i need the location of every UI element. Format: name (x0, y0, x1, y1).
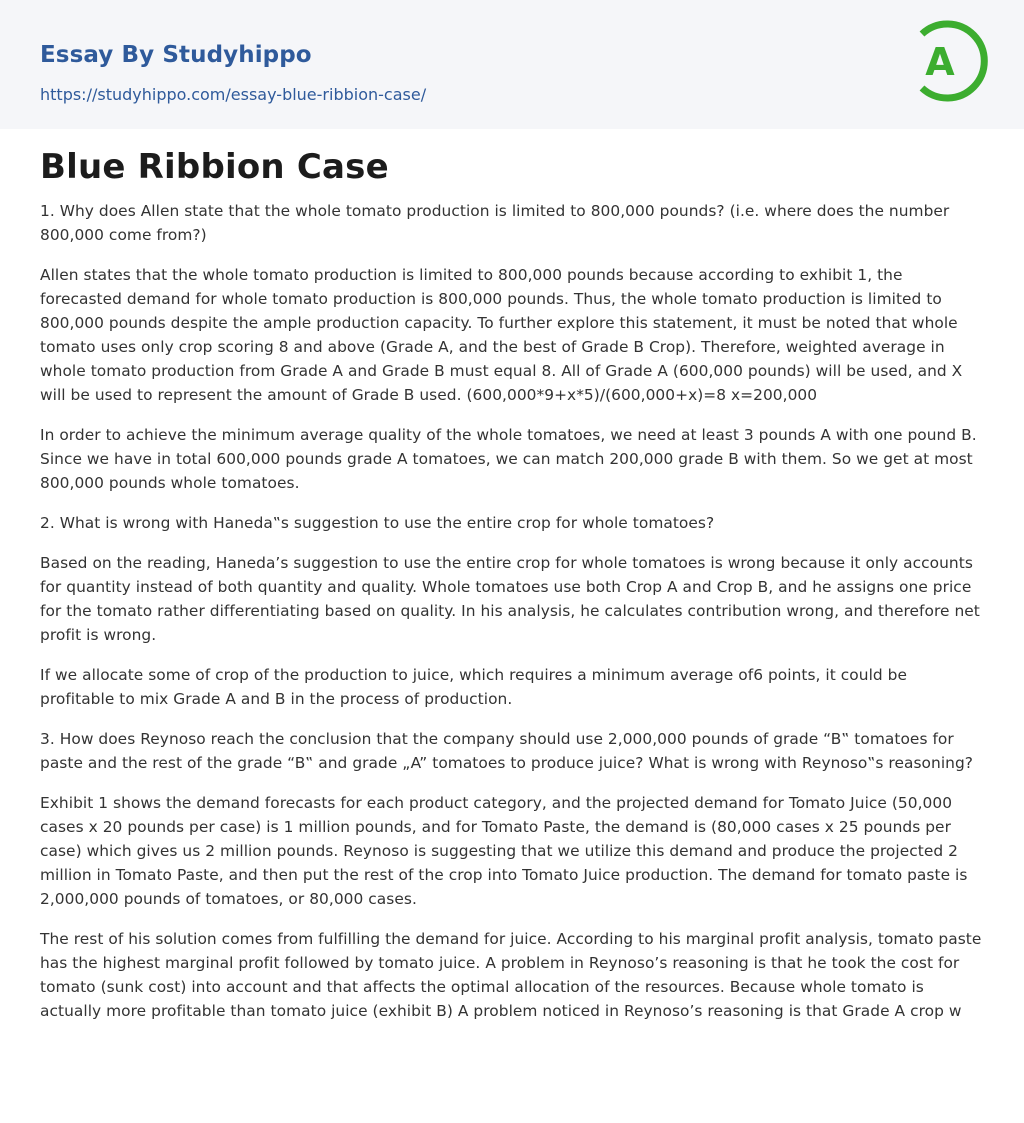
article (0, 129, 1024, 1023)
question-1: 1. Why does Allen state that the whole tomato production is limited to 800,000 pounds? (i.e. where does the number 800,000 come from?) (40, 202, 950, 244)
brand-title[interactable]: Essay By Studyhippo (40, 42, 312, 68)
answer-3-paragraph-2: The rest of his solution comes from fulfilling the demand for juice. According to his marginal profit analysis, tomato paste has the highest marginal profit followed by tomato juice. A problem in Reynoso’s reasoning is that he took the cost for tomato (sunk cost) into account and that affects the optimal allocation of the resources. Because whole tomato is actually more profitable than tomato juice (exhibit B) A problem noticed in Reynoso’s reasoning is that Grade A crop w (40, 930, 982, 1020)
answer-3-paragraph-1: Exhibit 1 shows the demand forecasts for each product category, and the projected demand for Tomato Juice (50,000 cases x 20 pounds per case) is 1 million pounds, and for Tomato Paste, the demand is (80,000 cases x 25 pounds per case) which gives us 2 million pounds. Reynoso is suggesting that we utilize this demand and produce the projected 2 million in Tomato Paste, and then put the rest of the crop into Tomato Juice production. The demand for tomato paste is 2,000,000 pounds of tomatoes, or 80,000 cases. (40, 794, 968, 908)
question-2: 2. What is wrong with Haneda‟s suggestion to use the entire crop for whole tomatoes? (40, 514, 715, 532)
question-3: 3. How does Reynoso reach the conclusion that the company should use 2,000,000 pounds of grade “B‟ tomatoes for paste and the rest of the grade “B‟ and grade „A” tomatoes to produce juice? What is wrong with Reynoso‟s reasoning? (40, 730, 973, 772)
essay-url-link[interactable]: https://studyhippo.com/essay-blue-ribbion-case/ (40, 85, 427, 104)
answer-2-paragraph-1: Based on the reading, Haneda’s suggestion to use the entire crop for whole tomatoes is wrong because it only accounts for quantity instead of both quantity and quality. Whole tomatoes use both Crop A and Crop B, and he assigns one price for the tomato rather differentiating based on quality. In his analysis, he calculates contribution wrong, and therefore net profit is wrong. (40, 554, 980, 644)
studyhippo-logo-icon[interactable] (910, 18, 988, 106)
answer-1-paragraph-1: Allen states that the whole tomato production is limited to 800,000 pounds because according to exhibit 1, the forecasted demand for whole tomato production is 800,000 pounds. Thus, the whole tomato production is limited to 800,000 pounds despite the ample production capacity. To further explore this statement, it must be noted that whole tomato uses only crop scoring 8 and above (Grade A, and the best of Grade B Crop). Therefore, weighted average in whole tomato production from Grade A and Grade B must equal 8. All of Grade A (600,000 pounds) will be used, and X will be used to represent the amount of Grade B used. (600,000*9+x*5)/(600,000+x)=8 x=200,000 (40, 266, 963, 404)
logo-letter: A (925, 40, 955, 84)
site-header (0, 0, 1024, 129)
answer-2-paragraph-2: If we allocate some of crop of the production to juice, which requires a minimum average of6 points, it could be profitable to mix Grade A and B in the process of production. (40, 666, 907, 708)
answer-1-paragraph-2: In order to achieve the minimum average quality of the whole tomatoes, we need at least 3 pounds A with one pound B. Since we have in total 600,000 pounds grade A tomatoes, we can match 200,000 grade B with them. So we get at most 800,000 pounds whole tomatoes. (40, 426, 977, 492)
page-title: Blue Ribbion Case (40, 147, 389, 187)
